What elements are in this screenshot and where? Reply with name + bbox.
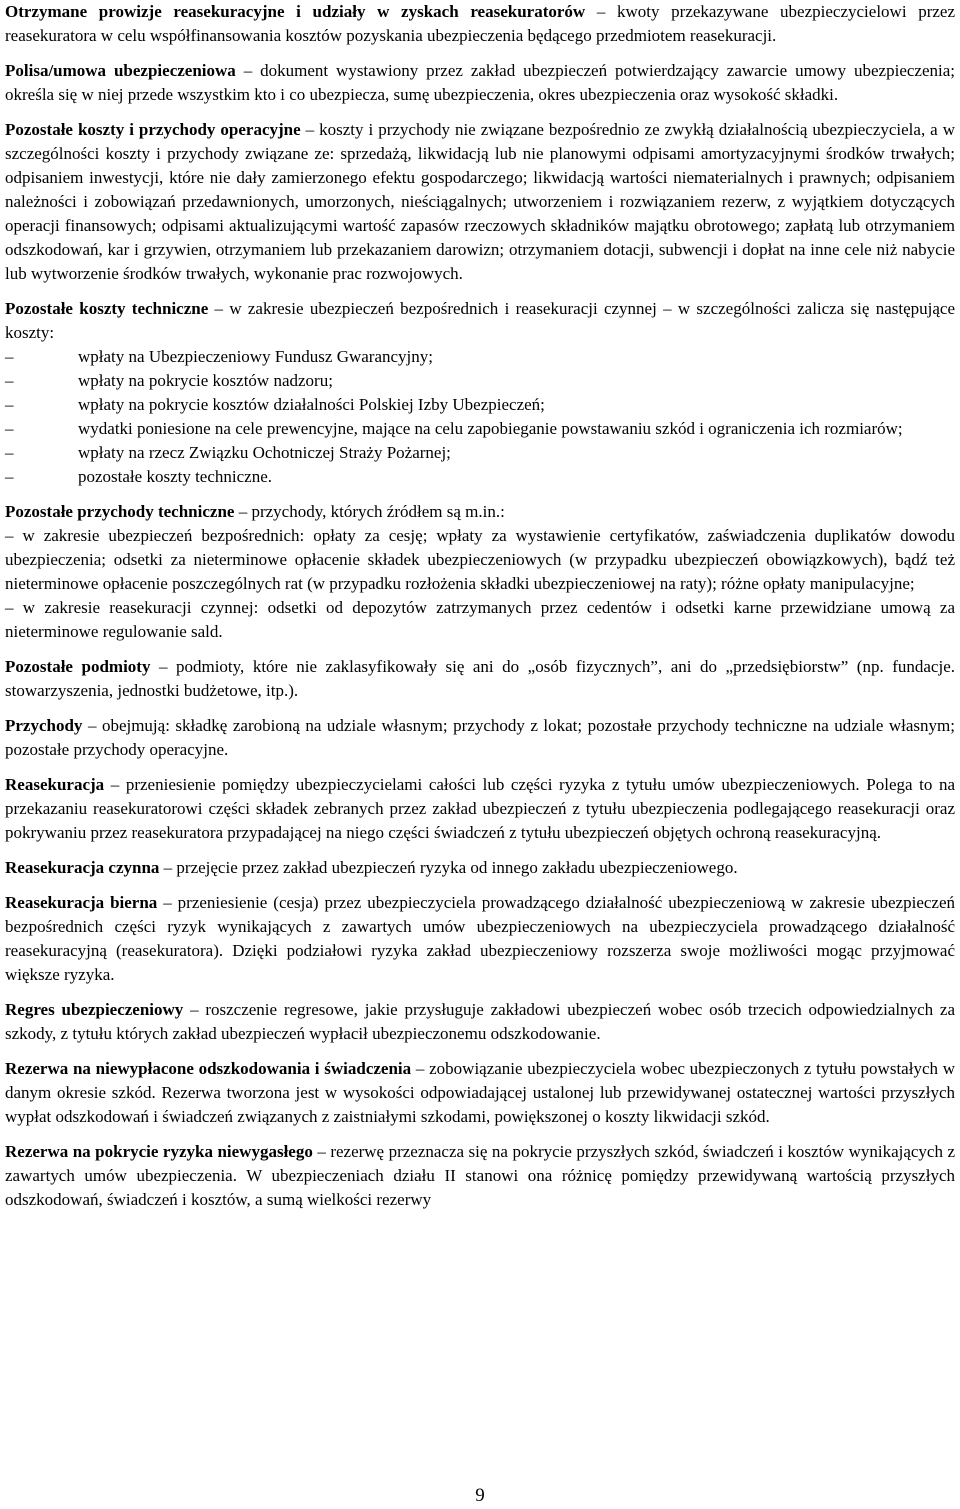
glossary-definition: – w zakresie ubezpieczeń bezpośrednich i reasekuracji czynnej – w szczególności zalicza się następujące koszty: [5, 299, 955, 342]
list-item [5, 393, 955, 417]
list-item [5, 465, 955, 489]
tech-costs-list [5, 345, 955, 489]
glossary-entry [5, 500, 955, 644]
glossary-entry [5, 856, 955, 880]
glossary-term: Reasekuracja [5, 775, 105, 794]
document-page [5, 0, 955, 1223]
glossary-definition: – rezerwę przeznacza się na pokrycie przyszłych szkód, świadczeń i kosztów wynikających z zawartych umów ubezpieczenia. W ubezpieczeniach działu II stanowi ona różnicę pomiędzy przewidywaną wartością przyszłych odszkodowań, świadczeń i kosztów, a sumą wielkości rezerwy [5, 1142, 956, 1209]
glossary-subpoint: – w zakresie reasekuracji czynnej: odsetki od depozytów zatrzymanych przez cedentów i odsetki karne przewidziane umową za nieterminowe regulowanie sald. [5, 598, 955, 641]
list-marker: – [5, 395, 14, 414]
list-item [5, 369, 955, 393]
list-item [5, 417, 955, 441]
glossary-definition: – przeniesienie (cesja) przez ubezpieczyciela prowadzącego działalność ubezpieczeniową w zakresie ubezpieczeń bezpośrednich części ryzyk wynikających z zawartych umów ubezpieczeniowych na ubezpieczyciela prowadzącego działalność reasekuracyjną (reasekuratora). Dzięki podziałowi ryzyka zakład ubezpieczeniowy rozszerza swoje możliwości mogąc przyjmować większe ryzyka. [5, 893, 955, 984]
glossary-term: Reasekuracja czynna [5, 858, 160, 877]
glossary-term: Pozostałe koszty techniczne [5, 299, 209, 318]
list-item-text: wpłaty na rzecz Związku Ochotniczej Straży Pożarnej; [78, 443, 451, 462]
list-item-text: wydatki poniesione na cele prewencyjne, mające na celu zapobieganie powstawaniu szkód i ograniczenia ich rozmiarów; [78, 419, 903, 438]
page-number: 9 [475, 1485, 485, 1506]
glossary-entry [5, 118, 955, 286]
glossary-term: Rezerwa na pokrycie ryzyka niewygasłego [5, 1142, 313, 1161]
glossary-definition: – podmioty, które nie zaklasyfikowały się ani do „osób fizycznych”, ani do „przedsiębiorstw” (np. fundacje. stowarzyszenia, jednostki budżetowe, itp.). [5, 657, 955, 700]
glossary-term: Otrzymane prowizje reasekuracyjne i udziały w zyskach reasekuratorów [5, 2, 586, 21]
glossary-entry [5, 297, 955, 345]
glossary-definition: – obejmują: składkę zarobioną na udziale własnym; przychody z lokat; pozostałe przychody techniczne na udziale własnym; pozostałe przychody operacyjne. [5, 716, 955, 759]
glossary-definition: – kwoty przekazywane ubezpieczycielowi przez reasekuratora w celu współfinansowania kosztów pozyskania ubezpieczenia będącego przedmiotem reasekuracji. [5, 2, 955, 45]
glossary-definition: – przychody, których źródłem są m.in.: [234, 502, 505, 521]
glossary-entry [5, 655, 955, 703]
list-item-text: pozostałe koszty techniczne. [78, 467, 273, 486]
glossary-entry [5, 0, 955, 48]
list-item-text: wpłaty na pokrycie kosztów działalności Polskiej Izby Ubezpieczeń; [78, 395, 545, 414]
glossary-subpoint: – w zakresie ubezpieczeń bezpośrednich: opłaty za cesję; wpłaty za wystawienie certyfikatów, zaświadczenia duplikatów dowodu ubezpieczenia; odsetki za nieterminowe opłacenie składek ubezpieczeniowych (w przypadku ubezpieczeń obowiązkowych), bądź też nieterminowe opłacenie poszczególnych rat (w przypadku rozłożenia składki ubezpieczeniowej na raty); różne opłaty manipulacyjne; [5, 526, 955, 593]
glossary-entry [5, 998, 955, 1046]
glossary-term: Regres ubezpieczeniowy [5, 1000, 184, 1019]
glossary-term: Pozostałe koszty i przychody operacyjne [5, 120, 301, 139]
glossary-term: Przychody [5, 716, 83, 735]
list-marker: – [5, 467, 14, 486]
list-item-text: wpłaty na Ubezpieczeniowy Fundusz Gwarancyjny; [78, 347, 433, 366]
list-marker: – [5, 419, 14, 438]
list-item-text: wpłaty na pokrycie kosztów nadzoru; [78, 371, 333, 390]
glossary-term: Polisa/umowa ubezpieczeniowa [5, 61, 236, 80]
list-marker: – [5, 371, 14, 390]
glossary-definition: – roszczenie regresowe, jakie przysługuje zakładowi ubezpieczeń wobec osób trzecich odpowiedzialnych za szkody, z tytułu których zakład ubezpieczeń wypłacił ubezpieczonemu odszkodowanie. [5, 1000, 955, 1043]
glossary-entry [5, 59, 955, 107]
glossary-term: Reasekuracja bierna [5, 893, 158, 912]
list-marker: – [5, 443, 14, 462]
glossary-definition: – przejęcie przez zakład ubezpieczeń ryzyka od innego zakładu ubezpieczeniowego. [159, 858, 738, 877]
glossary-definition: – zobowiązanie ubezpieczyciela wobec ubezpieczonych z tytułu powstałych w danym okresie szkód. Rezerwa tworzona jest w wysokości odpowiadającej ustalonej lub przewidywanej ostatecznej wartości przyszłych wypłat odszkodowań i świadczeń związanych z zaistniałymi szkodami, powiększonej o koszty likwidacji szkód. [5, 1059, 955, 1126]
glossary-term: Rezerwa na niewypłacone odszkodowania i świadczenia [5, 1059, 412, 1078]
list-item [5, 441, 955, 465]
glossary-definition: – przeniesienie pomiędzy ubezpieczycielami całości lub części ryzyka z tytułu umów ubezpieczeniowych. Polega to na przekazaniu reasekuratorowi części składek zebranych przez zakład ubezpieczeń z tytułu ubezpieczenia podlegającego reasekuracji oraz pokrywaniu przez reasekuratora przypadającej na niego części świadczeń z tytułu ubezpieczeń objętych ochroną reasekuracyjną. [5, 775, 955, 842]
glossary-entry [5, 891, 955, 987]
glossary-entry [5, 1057, 955, 1129]
glossary-entry [5, 773, 955, 845]
glossary-entry [5, 1140, 955, 1212]
glossary-entry [5, 714, 955, 762]
glossary-definition: – koszty i przychody nie związane bezpośrednio ze zwykłą działalnością ubezpieczyciela, a w szczególności koszty i przychody związane ze: sprzedażą, likwidacją lub nie planowymi odpisami amortyzacyjnymi środków trwałych; odpisaniem inwestycji, które nie dały zamierzonego efektu gospodarczego; likwidacją wartości niematerialnych i prawnych; odpisaniem należności i zobowiązań przedawnionych, umorzonych, nieściągalnych; utworzeniem i rozwiązaniem rezerw, z wyjątkiem dotyczących operacji finansowych; odpisami aktualizującymi wartość zapasów rzeczowych składników majątku obrotowego; zapłatą lub otrzymaniem odszkodowań, kar i grzywien, otrzymaniem lub przekazaniem darowizn; otrzymaniem dotacji, subwencji i dopłat na inne cele niż nabycie lub wytworzenie środków trwałych, wykonanie prac rozwojowych. [5, 120, 955, 283]
glossary-definition: – dokument wystawiony przez zakład ubezpieczeń potwierdzający zawarcie umowy ubezpieczenia; określa się w niej przede wszystkim kto i co ubezpiecza, sumę ubezpieczenia, okres ubezpieczenia oraz wysokość składki. [5, 61, 955, 104]
list-item [5, 345, 955, 369]
glossary-term: Pozostałe podmioty [5, 657, 151, 676]
list-marker: – [5, 347, 14, 366]
glossary-term: Pozostałe przychody techniczne [5, 502, 235, 521]
